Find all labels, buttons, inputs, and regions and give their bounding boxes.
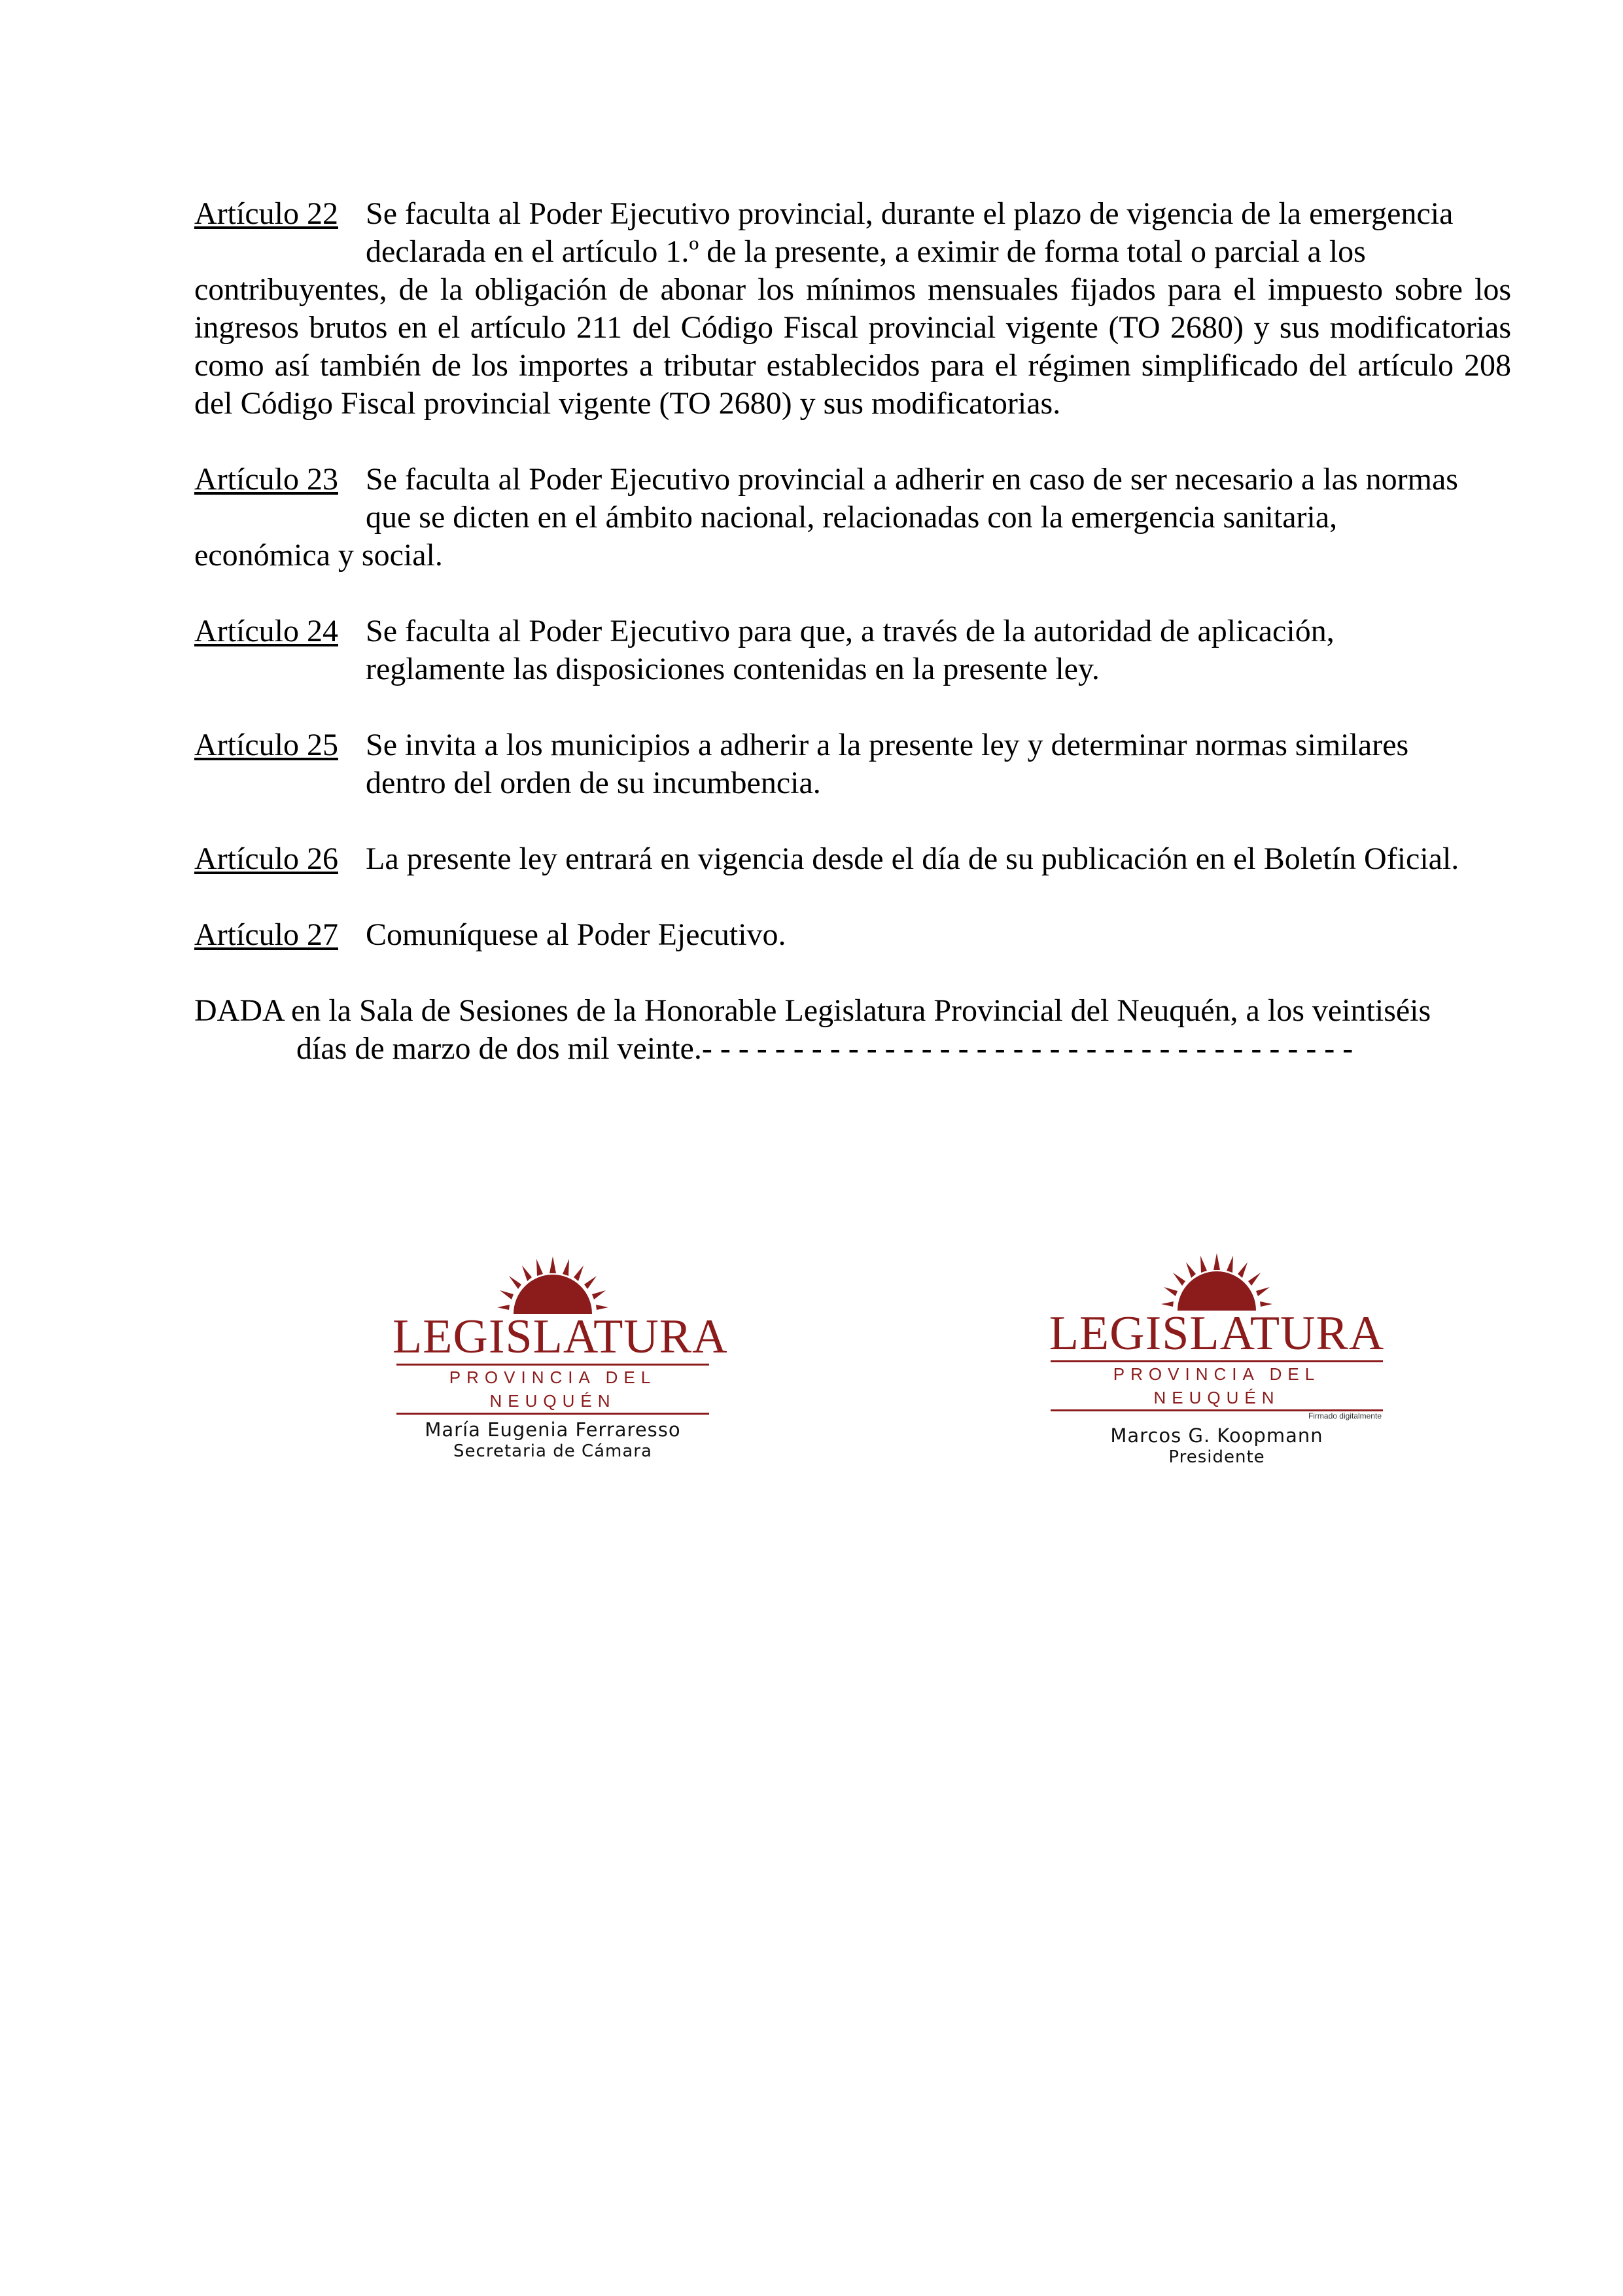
article-27-first-line: Comuníquese al Poder Ejecutivo. <box>366 917 786 952</box>
signer-role-right: Presidente <box>1168 1447 1265 1467</box>
sun-emblem-icon <box>497 1256 608 1314</box>
signature-seal-left <box>393 1256 728 1462</box>
seal-subtitle-right: PROVINCIA DEL NEUQUÉN <box>1051 1360 1383 1411</box>
article-25 <box>194 726 1511 802</box>
article-22-label: Artículo 22 <box>194 196 338 231</box>
article-23-rest: económica y social. <box>194 538 443 573</box>
article-22 <box>194 195 1511 423</box>
article-27-label: Artículo 27 <box>194 917 338 952</box>
article-26 <box>194 840 1511 878</box>
article-27-line-1 <box>194 916 1511 954</box>
article-25-second-line: dentro del orden de su incumbencia. <box>366 766 821 800</box>
article-26-label: Artículo 26 <box>194 841 338 876</box>
sun-emblem-icon <box>1161 1253 1272 1311</box>
closing-formula <box>194 992 1511 1068</box>
signer-role-left: Secretaria de Cámara <box>453 1441 652 1461</box>
article-23 <box>194 461 1511 574</box>
law-text-body <box>194 195 1511 1068</box>
article-23-label: Artículo 23 <box>194 462 338 497</box>
article-24 <box>194 612 1511 688</box>
article-23-first-line: Se faculta al Poder Ejecutivo provincial a adherir en caso de ser necesario a las normas <box>366 462 1458 497</box>
signer-name-right: Marcos G. Koopmann <box>1110 1424 1323 1447</box>
article-24-first-line: Se faculta al Poder Ejecutivo para que, a través de la autoridad de aplicación, <box>366 614 1335 648</box>
seal-subtitle-left: PROVINCIA DEL NEUQUÉN <box>396 1364 709 1415</box>
seal-title-right: LEGISLATURA <box>1049 1307 1385 1360</box>
article-26-first-line: La presente ley entrará en vigencia desde el día de su publicación en el Boletín Oficial. <box>366 841 1459 876</box>
article-23-second-line: que se dicten en el ámbito nacional, relacionadas con la emergencia sanitaria, <box>366 500 1338 535</box>
signature-seal-right <box>1047 1253 1387 1468</box>
article-25-label: Artículo 25 <box>194 728 338 762</box>
seal-title-left: LEGISLATURA <box>393 1310 728 1364</box>
article-23-line-1 <box>194 461 1511 499</box>
article-27 <box>194 916 1511 954</box>
closing-first-line: DADA en la Sala de Sesiones de la Honorable Legislatura Provincial del Neuquén, a los veintiséis <box>194 993 1431 1028</box>
article-26-line-1 <box>194 840 1511 878</box>
digital-signature-note: Firmado digitalmente <box>1308 1411 1382 1421</box>
article-24-second-line: reglamente las disposiciones contenidas en la presente ley. <box>366 652 1100 686</box>
article-22-second-line: declarada en el artículo 1.º de la presente, a eximir de forma total o parcial a los <box>366 234 1366 269</box>
article-22-line-1 <box>194 195 1511 233</box>
article-22-rest: contribuyentes, de la obligación de abonar los mínimos mensuales fijados para el impuesto sobre los ingresos brutos en el artículo 211 del Código Fiscal provincial vigente (TO 2680) y sus modificatorias como así también de los importes a tributar establecidos para el régimen simplificado del artículo 208 del Código Fiscal provincial vigente (TO 2680) y sus modificatorias. <box>194 272 1511 421</box>
closing-second-line: días de marzo de dos mil veinte.- - - - - - - - - - - - - - - - - - - - - - - - - - - - - - - - - - - - <box>296 1031 1353 1066</box>
article-22-first-line: Se faculta al Poder Ejecutivo provincial, durante el plazo de vigencia de la emergencia <box>366 196 1454 231</box>
article-25-first-line: Se invita a los municipios a adherir a la presente ley y determinar normas similares <box>366 728 1409 762</box>
article-24-line-1 <box>194 612 1511 650</box>
article-25-line-1 <box>194 726 1511 764</box>
signer-name-left: María Eugenia Ferraresso <box>425 1419 681 1441</box>
article-24-label: Artículo 24 <box>194 614 338 648</box>
